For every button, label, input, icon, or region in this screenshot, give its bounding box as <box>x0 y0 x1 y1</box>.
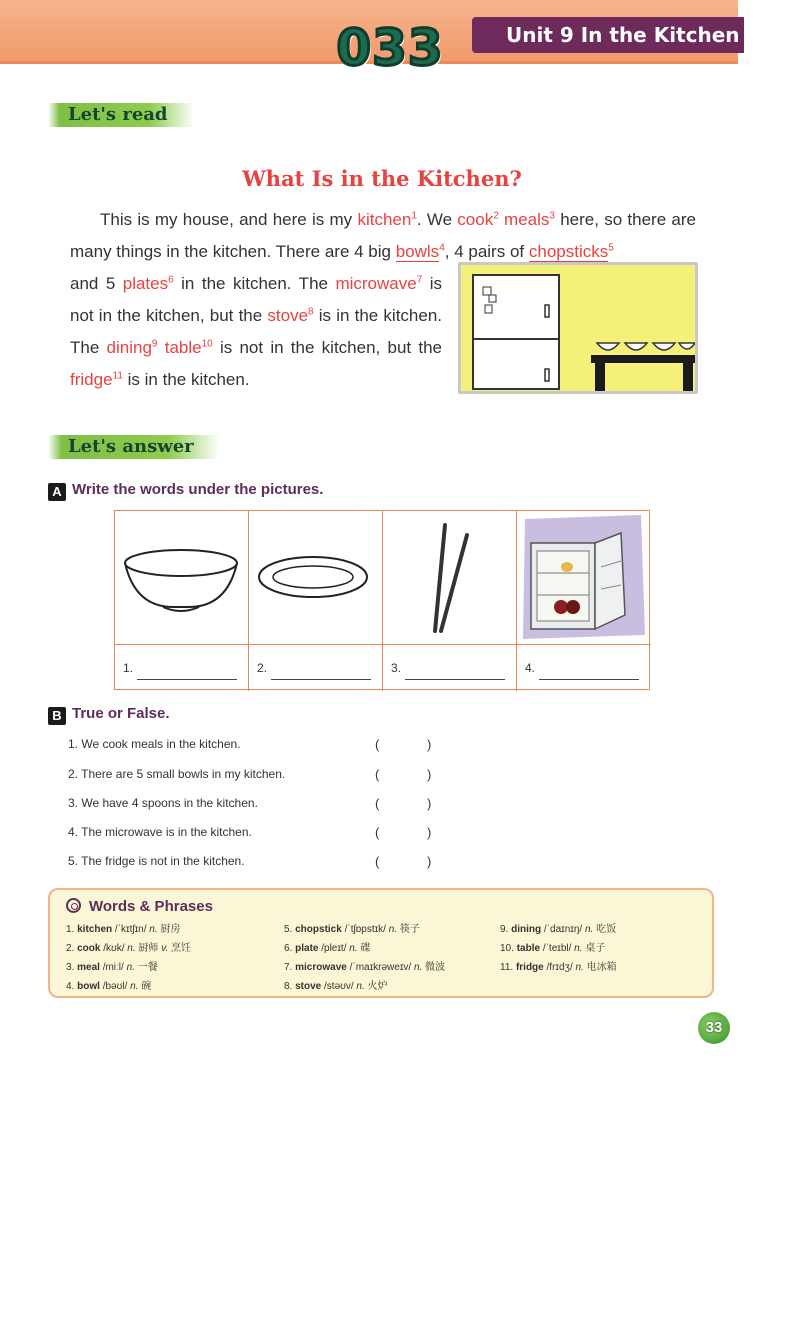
passage-text: is in the kitchen. The <box>70 306 443 357</box>
vocab-word: meal <box>77 962 100 973</box>
vocab-num: 10. <box>500 943 514 954</box>
vocab-meaning: 筷子 <box>399 924 420 935</box>
footnote-number: 1 <box>411 210 417 222</box>
vocab-pos: n. <box>130 981 139 992</box>
vocab-meaning: 桌子 <box>585 943 606 954</box>
paren-close: ) <box>427 767 432 782</box>
paren-close: ) <box>427 796 432 811</box>
passage-text: here, so there are many things in the kitchen. There are 4 big <box>70 210 696 261</box>
paren-close: ) <box>427 825 432 840</box>
vocab-ipa: /ˈmaɪkrəweɪv/ <box>349 962 412 973</box>
passage-text: is in the kitchen. <box>122 370 250 389</box>
part-b-instruction: True or False. <box>72 705 170 722</box>
vocab-column-2 <box>284 920 445 996</box>
part-b-heading <box>48 705 170 725</box>
part-a-letter: A <box>48 483 66 501</box>
part-a-heading <box>48 481 323 501</box>
paren-open: ( <box>375 737 380 752</box>
vocab-num: 9. <box>500 924 509 935</box>
words-phrases-box <box>48 888 714 998</box>
vocab-num: 3. <box>66 962 75 973</box>
plate-picture <box>249 511 383 645</box>
footnote-number: 7 <box>416 274 423 286</box>
tf-answer-3[interactable] <box>375 796 435 811</box>
vocab-meaning: 碟 <box>360 943 371 954</box>
footnote-number: 6 <box>168 274 174 286</box>
answer-number: 4. <box>525 661 536 675</box>
answer-blank-3[interactable] <box>383 645 517 691</box>
vocab-meaning: 烹饪 <box>171 943 192 954</box>
vocab-ipa: /ˈteɪbl/ <box>542 943 572 954</box>
bowl-picture <box>115 511 249 645</box>
unit-title: Unit 9 In the Kitchen <box>472 17 744 53</box>
vocab-num: 1. <box>66 924 75 935</box>
footnote-number: 11 <box>112 370 123 382</box>
vocab-ipa: /pleɪt/ <box>321 943 347 954</box>
vocab-word-table: table <box>164 338 202 357</box>
vocab-num: 8. <box>284 981 293 992</box>
vocab-entry <box>284 958 445 977</box>
vocab-entry <box>66 939 191 958</box>
footnote-number: 2 <box>493 210 499 222</box>
vocab-ipa: /ˈtʃɒpstɪk/ <box>344 924 386 935</box>
answer-number: 3. <box>391 661 402 675</box>
vocab-num: 7. <box>284 962 293 973</box>
chopsticks-picture <box>383 511 517 645</box>
vocab-pos: n. <box>574 943 583 954</box>
vocab-num: 5. <box>284 924 293 935</box>
vocab-pos: n. <box>356 981 365 992</box>
vocab-ipa: /bəʊl/ <box>102 981 128 992</box>
footnote-number: 8 <box>308 306 314 318</box>
part-a-instruction: Write the words under the pictures. <box>72 481 324 498</box>
tf-item-4: 4. The microwave is in the kitchen. <box>68 825 252 839</box>
kitchen-illustration <box>458 262 698 394</box>
vocab-word: microwave <box>295 962 347 973</box>
vocab-entry <box>284 920 445 939</box>
vocab-num: 2. <box>66 943 75 954</box>
vocab-pos: n. <box>388 924 398 935</box>
vocab-entry <box>500 958 617 977</box>
passage-text: This is my house, and here is my <box>100 210 358 229</box>
passage-text: , 4 pairs of <box>444 242 529 261</box>
section-label-answer: Let's answer <box>48 435 220 459</box>
paren-open: ( <box>375 796 380 811</box>
vocab-entry <box>500 939 617 958</box>
vocab-word: bowl <box>77 981 100 992</box>
vocab-word-meals: meals <box>504 210 550 229</box>
answer-number: 1. <box>123 661 134 675</box>
vocab-ipa: /ˈkɪtʃɪn/ <box>114 924 147 935</box>
paren-close: ) <box>427 854 432 869</box>
tf-answer-5[interactable] <box>375 854 435 869</box>
vocab-word: chopstick <box>295 924 342 935</box>
answer-line <box>539 679 639 680</box>
vocab-ipa: /ˈdaɪnɪŋ/ <box>543 924 583 935</box>
paren-open: ( <box>375 825 380 840</box>
tf-item-1: 1. We cook meals in the kitchen. <box>68 737 241 751</box>
reading-passage <box>70 204 696 268</box>
vocab-meaning: 微波 <box>425 962 446 973</box>
vocab-word: fridge <box>515 962 544 973</box>
vocab-pos: n. <box>149 924 158 935</box>
vocab-meaning: 碗 <box>141 981 152 992</box>
vocab-entry <box>66 920 191 939</box>
paren-open: ( <box>375 854 380 869</box>
page-number: 33 <box>698 1012 730 1044</box>
answer-line <box>271 679 371 680</box>
vocab-word-kitchen: kitchen <box>357 210 412 229</box>
vocab-word-microwave: microwave <box>335 274 417 293</box>
answer-blank-4[interactable] <box>517 645 651 691</box>
vocab-pos: n. <box>413 962 423 973</box>
tf-item-3: 3. We have 4 spoons in the kitchen. <box>68 796 258 810</box>
bullseye-icon <box>66 898 81 913</box>
words-title-text: Words & Phrases <box>89 898 213 915</box>
vocab-num: 4. <box>66 981 75 992</box>
vocab-meaning: 电冰箱 <box>586 962 617 973</box>
footnote-number: 5 <box>608 242 614 254</box>
tf-answer-4[interactable] <box>375 825 435 840</box>
vocab-num: 6. <box>284 943 293 954</box>
vocab-ipa: /stəʊv/ <box>324 981 354 992</box>
answer-blank-1[interactable] <box>115 645 249 691</box>
passage-text: is not in the kitchen, but the <box>212 338 442 357</box>
vocab-word-plates: plates <box>122 274 169 293</box>
vocab-word-fridge: fridge <box>70 370 113 389</box>
vocab-word-chopsticks: chopsticks <box>528 242 609 261</box>
vocab-word-cook: cook <box>457 210 494 229</box>
tf-answer-2[interactable] <box>375 767 435 782</box>
vocab-entry <box>66 977 191 996</box>
vocab-meaning: 厨师 <box>138 943 159 954</box>
vocab-word: stove <box>295 981 322 992</box>
vocab-entry <box>284 977 445 996</box>
words-phrases-title <box>66 898 213 915</box>
vocab-pos: n. <box>575 962 584 973</box>
vocab-meaning: 火炉 <box>367 981 388 992</box>
vocab-column-3 <box>500 920 617 977</box>
tf-answer-1[interactable] <box>375 737 435 752</box>
vocab-meaning: 厨房 <box>160 924 181 935</box>
passage-text: and 5 <box>70 274 123 293</box>
footnote-number: 4 <box>439 242 445 254</box>
vocab-word: plate <box>295 943 319 954</box>
paren-close: ) <box>427 737 432 752</box>
vocab-word-stove: stove <box>267 306 309 325</box>
vocab-word: table <box>516 943 541 954</box>
tf-item-2: 2. There are 5 small bowls in my kitchen. <box>68 767 286 781</box>
vocab-word: cook <box>77 943 101 954</box>
vocab-meaning: 吃饭 <box>596 924 617 935</box>
vocab-pos: n. <box>349 943 358 954</box>
part-b-letter: B <box>48 707 66 725</box>
tf-item-5: 5. The fridge is not in the kitchen. <box>68 854 245 868</box>
answer-line <box>137 679 237 680</box>
vocab-entry <box>500 920 617 939</box>
vocab-entry <box>66 958 191 977</box>
vocab-ipa: /miːl/ <box>102 962 124 973</box>
reading-passage-continued <box>70 268 442 396</box>
vocab-word: dining <box>511 924 542 935</box>
vocab-word-dining: dining <box>106 338 152 357</box>
vocab-column-1 <box>66 920 191 996</box>
footnote-number: 10 <box>201 338 213 350</box>
lesson-number: 033 <box>336 19 444 77</box>
vocab-pos: n. <box>584 924 594 935</box>
picture-table <box>114 510 650 690</box>
vocab-ipa: /frɪdʒ/ <box>546 962 573 973</box>
paren-open: ( <box>375 767 380 782</box>
vocab-word: kitchen <box>77 924 113 935</box>
answer-blank-2[interactable] <box>249 645 383 691</box>
vocab-entry <box>284 939 445 958</box>
vocab-pos: n. <box>127 943 136 954</box>
fridge-picture <box>517 511 651 645</box>
answer-number: 2. <box>257 661 268 675</box>
passage-text: in the kitchen. The <box>173 274 336 293</box>
passage-text: is not in the kitchen, but the <box>70 274 443 325</box>
vocab-word-bowls: bowls <box>395 242 440 261</box>
vocab-pos: n. <box>126 962 135 973</box>
passage-text: . We <box>416 210 458 229</box>
vocab-pos: v. <box>161 943 169 954</box>
vocab-meaning: 一餐 <box>137 962 158 973</box>
vocab-num: 11. <box>500 962 514 973</box>
vocab-ipa: /kʊk/ <box>103 943 125 954</box>
footnote-number: 3 <box>549 210 555 222</box>
footnote-number: 9 <box>151 338 158 350</box>
section-label-read: Let's read <box>48 103 194 127</box>
answer-line <box>405 679 505 680</box>
reading-title: What Is in the Kitchen? <box>242 166 522 191</box>
